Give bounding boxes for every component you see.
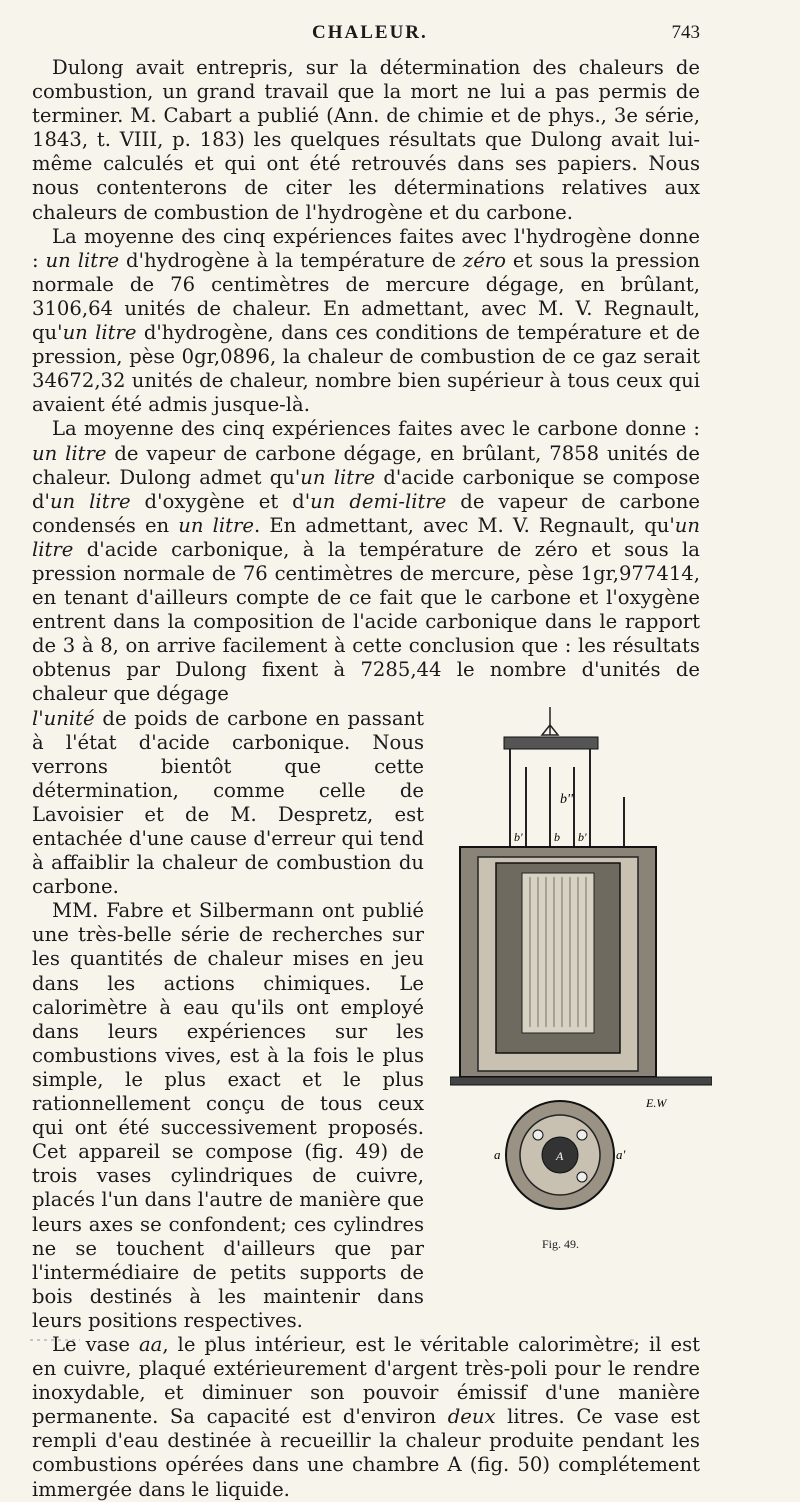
footer-marks — [30, 1335, 730, 1345]
paragraph-carbon-continued: l'unité de poids de carbone en passant à l'état d'acide carbonique. Nous verrons bientôt que cette détermination, comme celle de Lavoisier et de M. Despretz, est entachée d'une cause d'erreur qui tend à affaiblir la chaleur de combustion du carbone. — [32, 706, 424, 899]
top-frame — [504, 737, 598, 749]
running-head — [32, 22, 700, 56]
signature: E.W — [646, 1095, 667, 1110]
paragraph-dulong-intro: Dulong avait entrepris, sur la détermination des chaleurs de combustion, un grand travail que la mort ne lui a pas permis de terminer. M. Cabart a publié (Ann. de chimie et de phys., 3e série, 1843, t. VIII, p. 183) les quelques résultats que Dulong avait lui-même calculés et qui ont été retrouvés dans ses papiers. Nous nous contenterons de citer les déterminations relatives aux chaleurs de combustion de l'hydrogène et du carbone. — [32, 56, 700, 224]
label-a-prime: a' — [616, 1146, 626, 1162]
paragraph-vase-aa: Le vase aa, le plus intérieur, est le véritable calorimètre; il est en cuivre, plaqué extérieurement d'argent très-poli pour le rendre inoxydable, et diminuer son pouvoir émissif d'une manière permanente. Sa capacité est d'environ deux litres. Ce vase est rempli d'eau destinée à recueillir la chaleur produite pendant les combustions opérées dans une chambre A (fig. 50) complétement immergée dans le liquide. — [32, 1332, 700, 1501]
top-view-port-3 — [577, 1172, 587, 1182]
label-a: a — [494, 1146, 501, 1162]
paragraph-hydrogen: La moyenne des cinq expériences faites avec l'hydrogène donne : un litre d'hydrogène à la température de zéro et sous la pression normale de 76 centimètres de mercure dégage, en brûlant, 3106,64 unités de chaleur. En admettant, avec M. V. Regnault, qu'un litre d'hydrogène, dans ces conditions de température et de pression, pèse 0gr,0896, la chaleur de combustion de ce gaz serait 34672,32 unités de chaleur, nombre bien supérieur à tous ceux qui avaient été admis jusque-là. — [32, 224, 701, 417]
figure-49-calorimeter — [450, 707, 712, 1267]
combustion-chamber — [522, 873, 594, 1033]
top-view-port-1 — [533, 1130, 543, 1140]
paragraph-carbon: La moyenne des cinq expériences faites avec le carbone donne : un litre de vapeur de carbone dégage, en brûlant, 7858 unités de chaleur. Dulong admet qu'un litre d'acide carbonique se compose d'un litre d'oxygène et d'un demi-litre de vapeur de carbone condensés en un litre. En admettant, avec M. V. Regnault, qu'un litre d'acide carbonique, à la température de zéro et sous la pression normale de 76 centimètres de mercure, pèse 1gr,977414, en tenant d'ailleurs compte de ce fait que le carbone et l'oxygène entrent dans la composition de l'acide carbonique dans le rapport de 3 à 8, on arrive facilement à cette conclusion que : les résultats obtenus par Dulong fixent à 7285,44 le nombre d'unités de chaleur que dégage — [32, 417, 701, 706]
label-b-double-prime: b'' — [560, 791, 573, 807]
page-title: CHALEUR. — [312, 22, 428, 43]
label-b: b — [554, 829, 560, 844]
label-A: A — [556, 1148, 564, 1163]
base-plate — [450, 1077, 712, 1085]
paragraph-fabre-silbermann: MM. Fabre et Silbermann ont publié une très-belle série de recherches sur les quantités de chaleur mises en jeu dans les actions chimiques. Le calorimètre à eau qu'ils ont employé dans leurs expériences sur les combustions vives, est à la fois le plus simple, le plus exact et le plus rationnellement conçu de tous ceux qui ont été successivement proposés. Cet appareil se compose (fig. 49) de trois vases cylindriques de cuivre, placés l'un dans l'autre de manière que leurs axes se confondent; ces cylindres ne se touchent d'ailleurs que par l'intermédiaire de petits supports de bois destinés à les maintenir dans leurs positions respectives. — [32, 899, 424, 1332]
wrapped-section — [32, 707, 700, 1502]
figure-caption: Fig. 49. — [542, 1236, 580, 1251]
suspension-hook — [510, 707, 590, 739]
calorimeter-illustration — [450, 707, 712, 1227]
label-b-prime-left: b' — [514, 829, 523, 844]
label-b-prime-right: b' — [578, 829, 587, 844]
top-view-port-2 — [577, 1130, 587, 1140]
page-number: 743 — [671, 22, 700, 43]
page — [32, 22, 700, 1502]
